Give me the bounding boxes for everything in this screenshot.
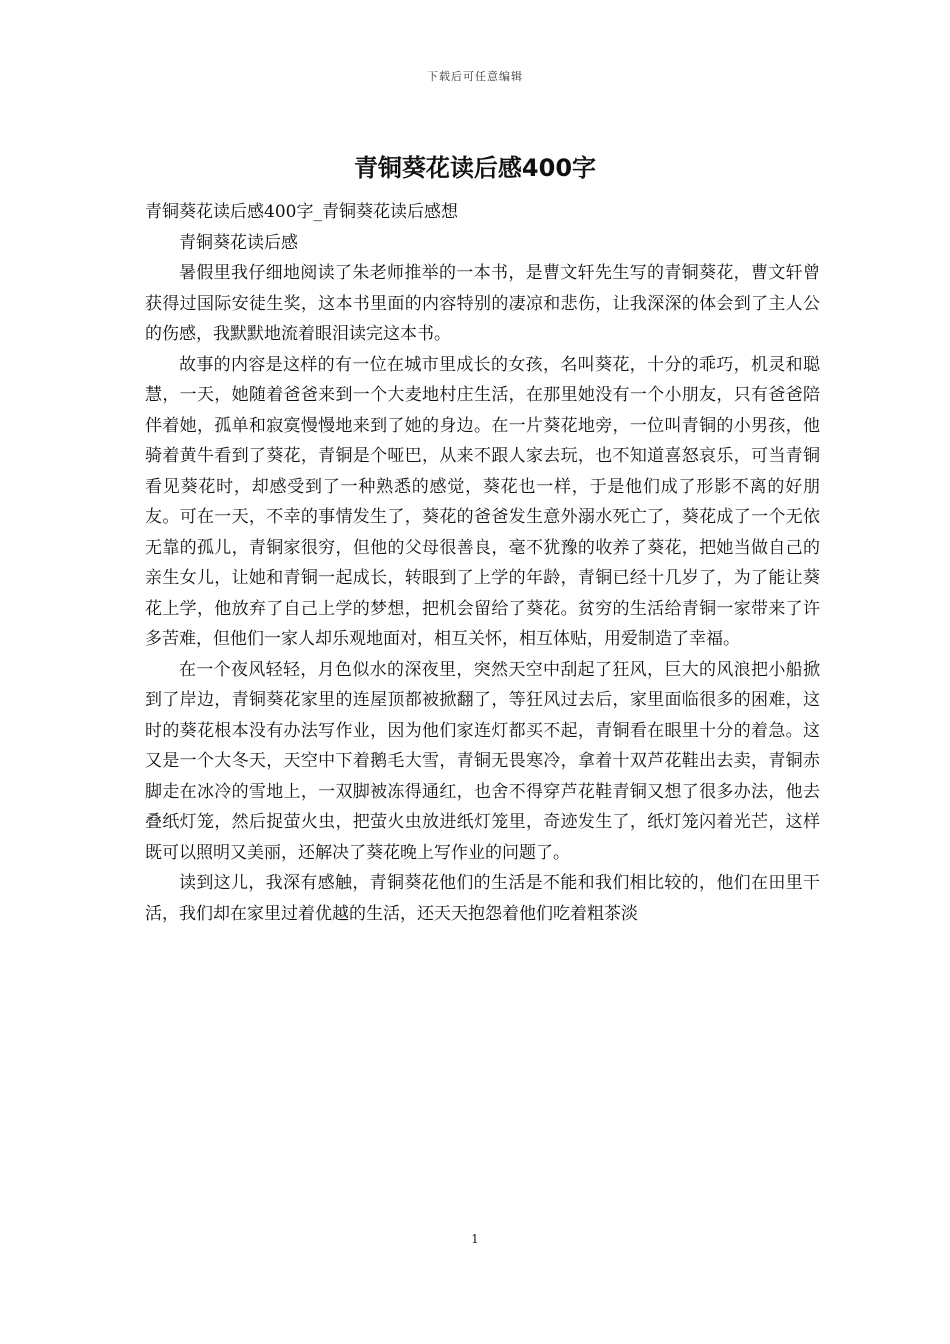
paragraph-3: 在一个夜风轻轻，月色似水的深夜里，突然天空中刮起了狂风，巨大的风浪把小船掀到了岸边，青铜葵花家里的连屋顶都被掀翻了，等狂风过去后，家里面临很多的困难，这时的葵花根本没有办法写作业，因为他们家连灯都买不起，青铜看在眼里十分的着急。这又是一个大冬天，天空中下着鹅毛大雪，青铜无畏寒冷，拿着十双芦花鞋出去卖，青铜赤脚走在冰冷的雪地上，一双脚被冻得通红，也舍不得穿芦花鞋青铜又想了很多办法，他去叠纸灯笼，然后捉萤火虫，把萤火虫放进纸灯笼里，奇迹发生了，纸灯笼闪着光芒，这样既可以照明又美丽，还解决了葵花晚上写作业的问题了。 [145, 659, 820, 863]
paragraph-heading: 青铜葵花读后感 [179, 232, 298, 253]
paragraph-1: 暑假里我仔细地阅读了朱老师推举的一本书，是曹文轩先生写的青铜葵花，曹文轩曾获得过国际安徒生奖，这本书里面的内容特别的凄凉和悲伤，让我深深的体会到了主人公的伤感，我默默地流着眼泪读完这本书。 [145, 263, 820, 344]
page-header-note: 下载后可任意编辑 [427, 70, 523, 83]
paragraph-4: 读到这儿，我深有感触，青铜葵花他们的生活是不能和我们相比较的，他们在田里干活，我们却在家里过着优越的生活，还天天抱怨着他们吃着粗茶淡 [145, 873, 820, 924]
document-body [145, 197, 820, 929]
paragraph-2: 故事的内容是这样的有一位在城市里成长的女孩，名叫葵花，十分的乖巧，机灵和聪慧，一天，她随着爸爸来到一个大麦地村庄生活，在那里她没有一个小朋友，只有爸爸陪伴着她，孤单和寂寞慢慢地来到了她的身边。在一片葵花地旁，一位叫青铜的小男孩，他骑着黄牛看到了葵花，青铜是个哑巴，从来不跟人家去玩，也不知道喜怒哀乐，可当青铜看见葵花时，却感受到了一种熟悉的感觉，葵花也一样，于是他们成了形影不离的好朋友。可在一天，不幸的事情发生了，葵花的爸爸发生意外溺水死亡了，葵花成了一个无依无靠的孤儿，青铜家很穷，但他的父母很善良，毫不犹豫的收养了葵花，把她当做自己的亲生女儿，让她和青铜一起成长，转眼到了上学的年龄，青铜已经十几岁了，为了能让葵花上学，他放弃了自己上学的梦想，把机会留给了葵花。贫穷的生活给青铜一家带来了许多苦难，但他们一家人却乐观地面对，相互关怀，相互体贴，用爱制造了幸福。 [145, 354, 820, 649]
document-subtitle: 青铜葵花读后感400字_青铜葵花读后感想 [145, 202, 458, 222]
document-title: 青铜葵花读后感400字 [353, 154, 597, 182]
page-number: 1 [471, 1232, 479, 1246]
